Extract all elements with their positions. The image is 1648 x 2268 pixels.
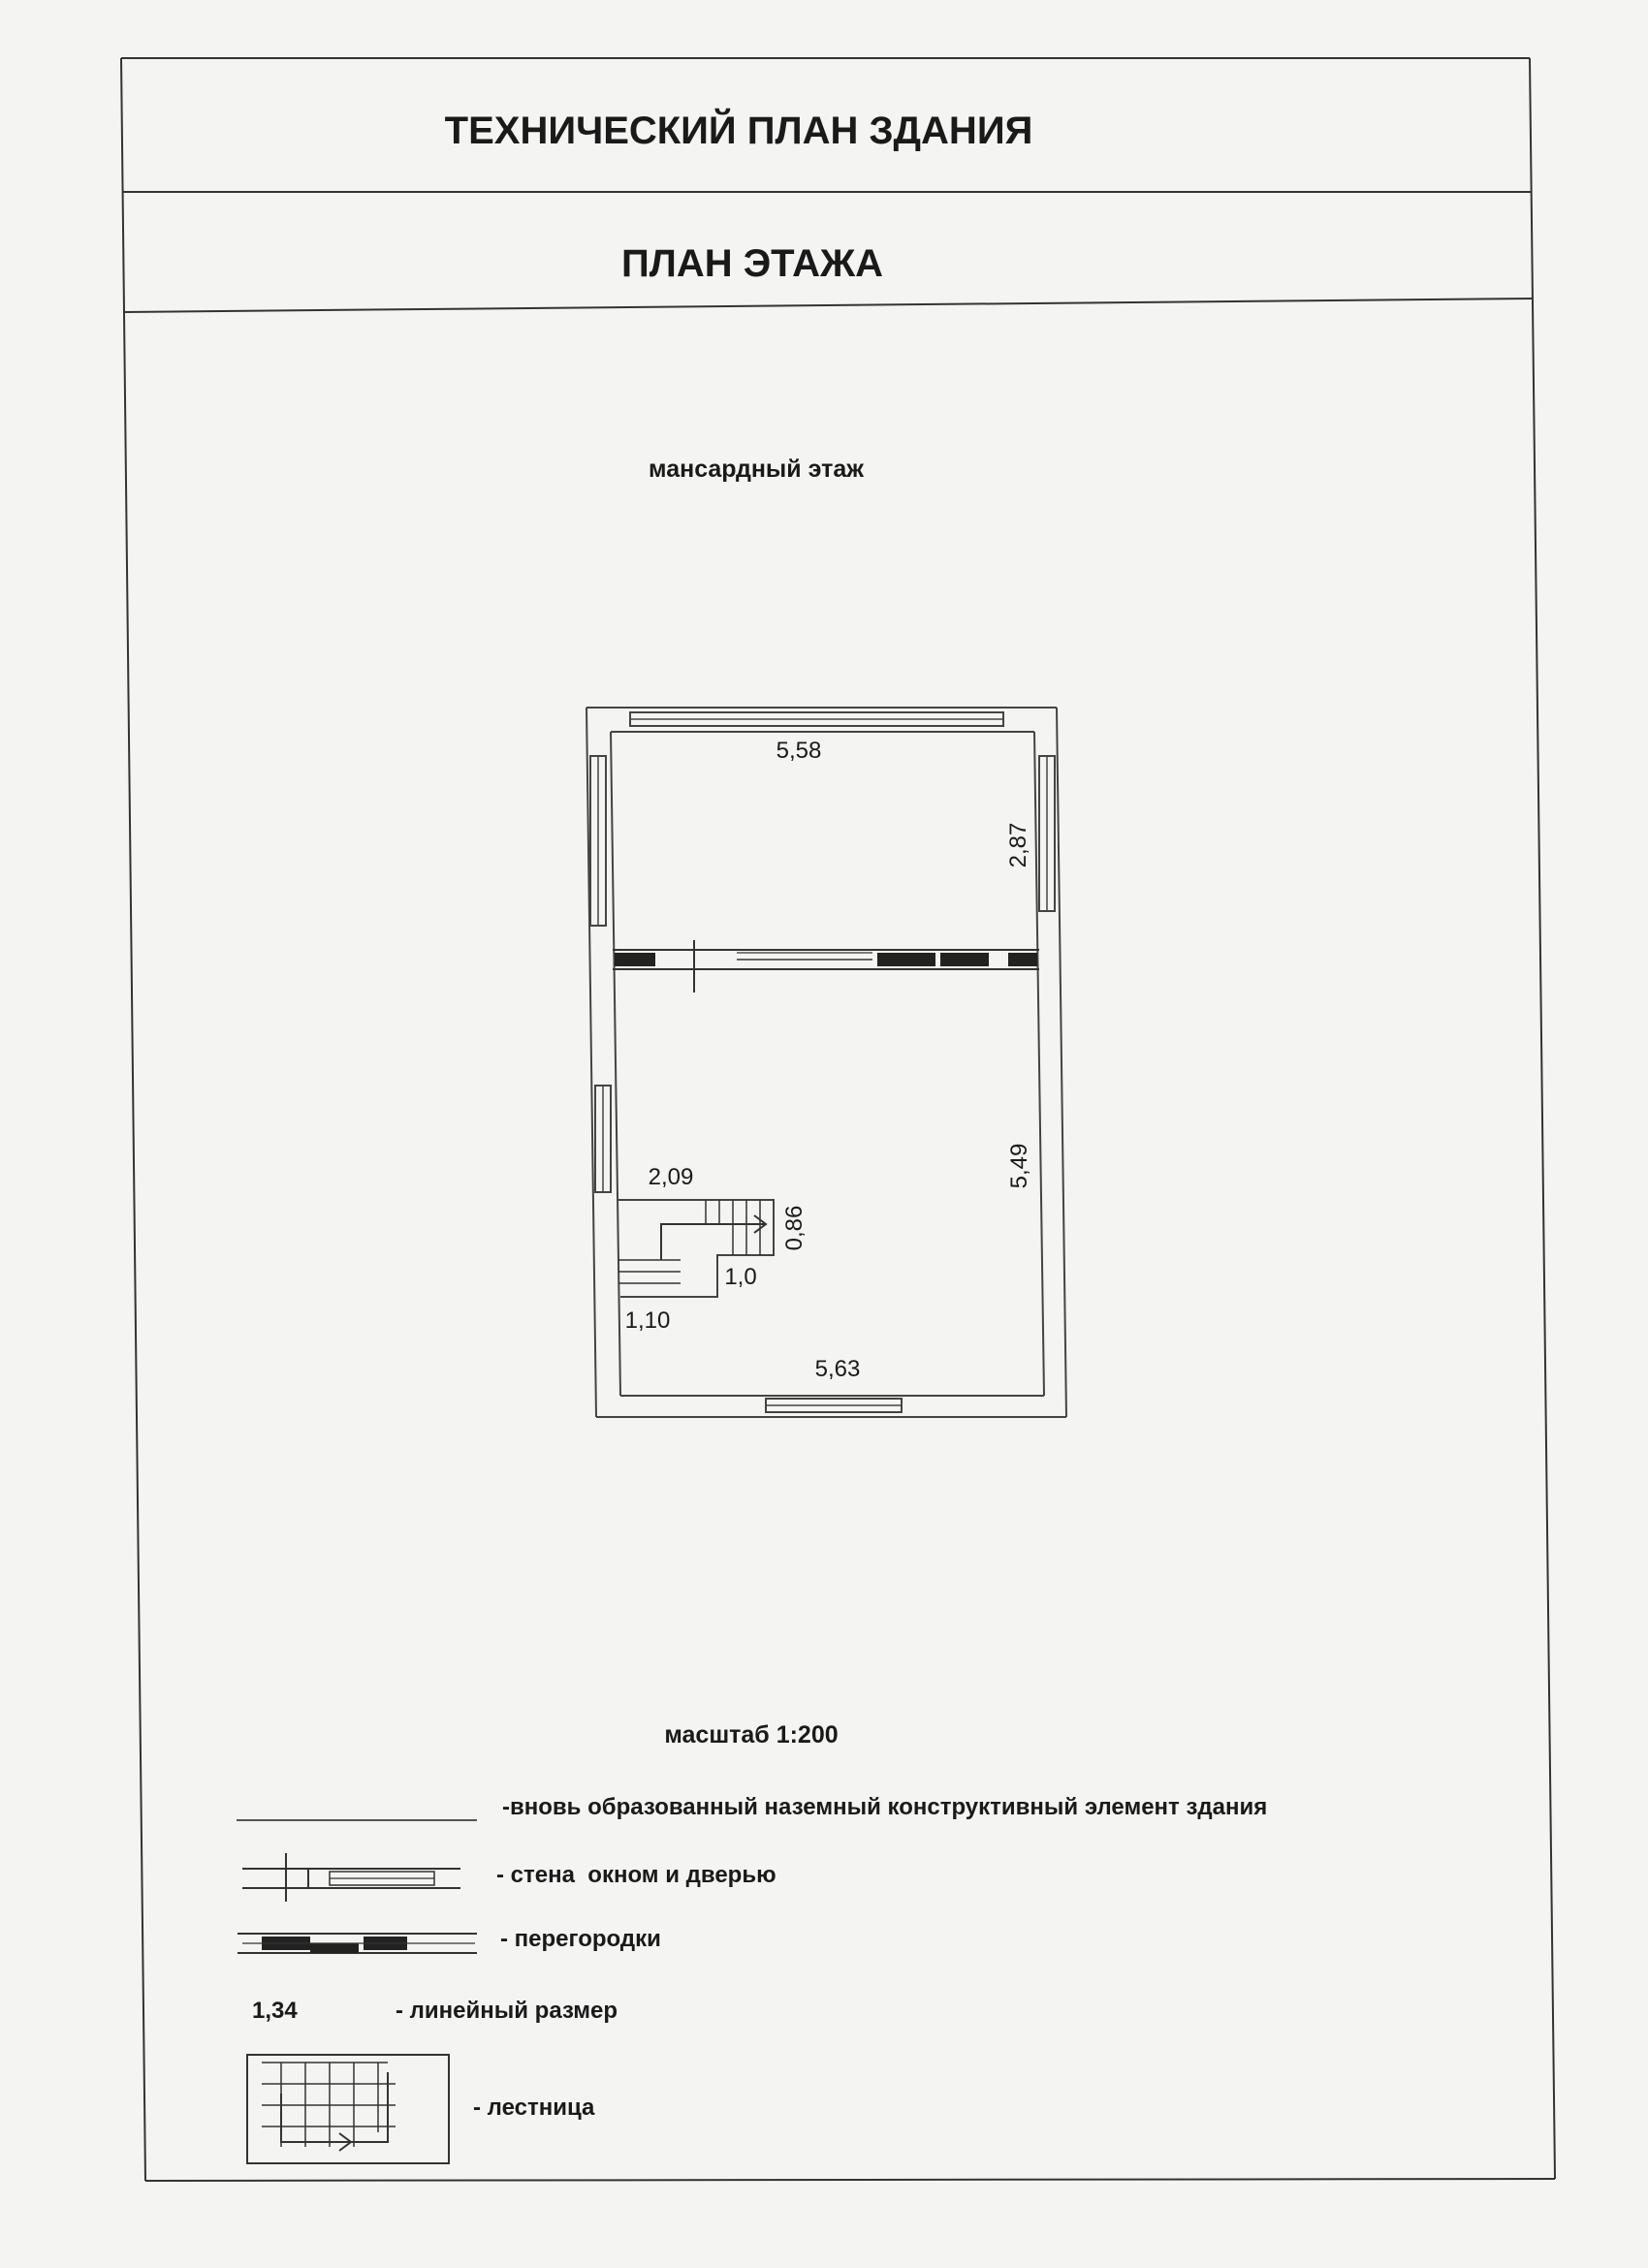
dim-main-room-width: 5,63 bbox=[814, 1356, 861, 1382]
floor-plan bbox=[586, 708, 1066, 1417]
window-top bbox=[630, 712, 1003, 726]
dim-stair-width: 0,86 bbox=[781, 1205, 808, 1251]
dim-stair-length: 2,09 bbox=[648, 1164, 694, 1190]
partition-block bbox=[1008, 953, 1037, 966]
legend-stairs-text: - лестница bbox=[473, 2095, 595, 2121]
page-title: ТЕХНИЧЕСКИЙ ПЛАН ЗДАНИЯ bbox=[444, 110, 1033, 152]
page-subtitle: ПЛАН ЭТАЖА bbox=[621, 242, 883, 285]
window-left-lower bbox=[595, 1086, 611, 1192]
floor-label: мансардный этаж bbox=[649, 456, 864, 483]
legend-linear-size-text: - линейный размер bbox=[396, 1998, 618, 2024]
dim-main-room-depth: 5,49 bbox=[1006, 1143, 1032, 1189]
legend-wall-window-door-symbol bbox=[242, 1853, 460, 1902]
legend-partitions-symbol bbox=[238, 1934, 477, 1953]
scale-label: масштаб 1:200 bbox=[664, 1721, 839, 1748]
legend-stairs-symbol bbox=[247, 2055, 449, 2163]
legend-new-element-text: -вновь образованный наземный конструктивный элемент здания bbox=[502, 1794, 1268, 1820]
partition-block bbox=[877, 953, 935, 966]
window-left-upper bbox=[590, 756, 606, 926]
window-bottom bbox=[766, 1399, 902, 1412]
dim-stair-flight: 1,0 bbox=[724, 1264, 757, 1290]
dim-stair-landing: 1,10 bbox=[624, 1307, 671, 1334]
legend bbox=[237, 1794, 1267, 2163]
legend-partitions-text: - перегородки bbox=[500, 1926, 661, 1952]
legend-wall-window-door-text: - стена окном и дверью bbox=[496, 1862, 776, 1888]
dim-top-room-depth: 2,87 bbox=[1005, 822, 1031, 868]
partition-block bbox=[940, 953, 989, 966]
sheet-frame bbox=[121, 58, 1555, 2181]
interior-partition bbox=[613, 940, 1039, 992]
dim-top-room-width: 5,58 bbox=[776, 738, 822, 764]
window-right-upper bbox=[1039, 756, 1055, 911]
partition-block bbox=[615, 953, 655, 966]
legend-linear-size-sample: 1,34 bbox=[252, 1998, 298, 2024]
